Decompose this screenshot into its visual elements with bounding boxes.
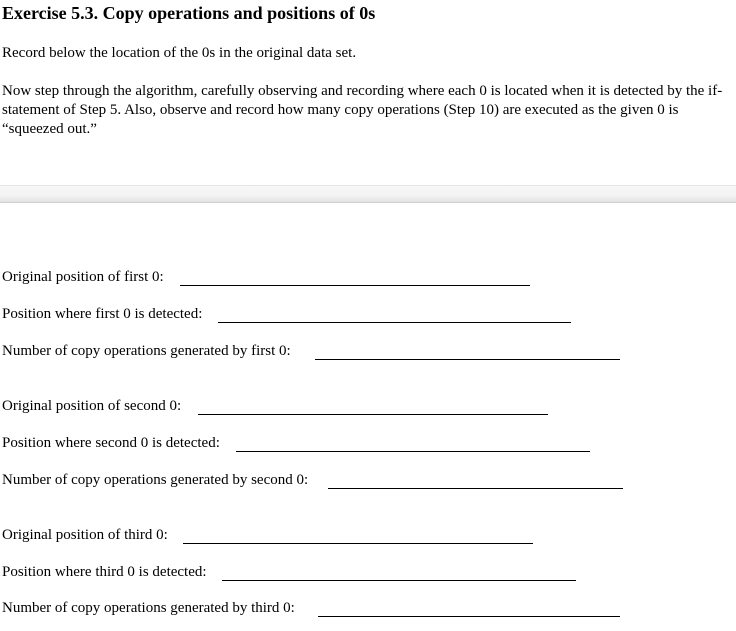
intro-text: Record below the location of the 0s in the original data set. xyxy=(2,45,357,61)
third-detected-row xyxy=(2,563,207,583)
third-copies-label: Number of copy operations generated by third 0: xyxy=(2,600,295,616)
first-detected-blank[interactable] xyxy=(218,322,571,323)
third-original-label: Original position of third 0: xyxy=(2,527,168,543)
section-divider xyxy=(0,185,736,203)
second-original-blank[interactable] xyxy=(198,414,548,415)
exercise-title: Exercise 5.3. Copy operations and positions of 0s xyxy=(2,3,376,23)
first-original-label: Original position of first 0: xyxy=(2,269,164,285)
second-copies-blank[interactable] xyxy=(328,488,623,489)
third-copies-row xyxy=(2,599,295,619)
first-copies-blank[interactable] xyxy=(315,359,620,360)
first-copies-label: Number of copy operations generated by first 0: xyxy=(2,343,291,359)
third-original-row xyxy=(2,526,168,546)
second-detected-row xyxy=(2,434,220,454)
second-original-label: Original position of second 0: xyxy=(2,398,182,414)
second-detected-blank[interactable] xyxy=(236,451,590,452)
first-original-row xyxy=(2,268,164,288)
third-original-blank[interactable] xyxy=(183,543,533,544)
second-copies-label: Number of copy operations generated by second 0: xyxy=(2,472,309,488)
second-original-row xyxy=(2,397,181,417)
first-original-blank[interactable] xyxy=(180,285,530,286)
second-copies-row xyxy=(2,471,308,491)
first-copies-row xyxy=(2,342,291,362)
first-detected-row xyxy=(2,305,202,325)
first-detected-label: Position where first 0 is detected: xyxy=(2,306,203,322)
third-copies-blank[interactable] xyxy=(318,616,620,617)
second-detected-label: Position where second 0 is detected: xyxy=(2,435,220,451)
instructions-text: Now step through the algorithm, carefully observing and recording where each 0 is located when it is detected by the if-statement of Step 5. Also, observe and record how many copy operations (Step 10) are executed as the given 0 is “squeezed out.” xyxy=(2,83,723,137)
third-detected-blank[interactable] xyxy=(222,580,576,581)
third-detected-label: Position where third 0 is detected: xyxy=(2,564,207,580)
